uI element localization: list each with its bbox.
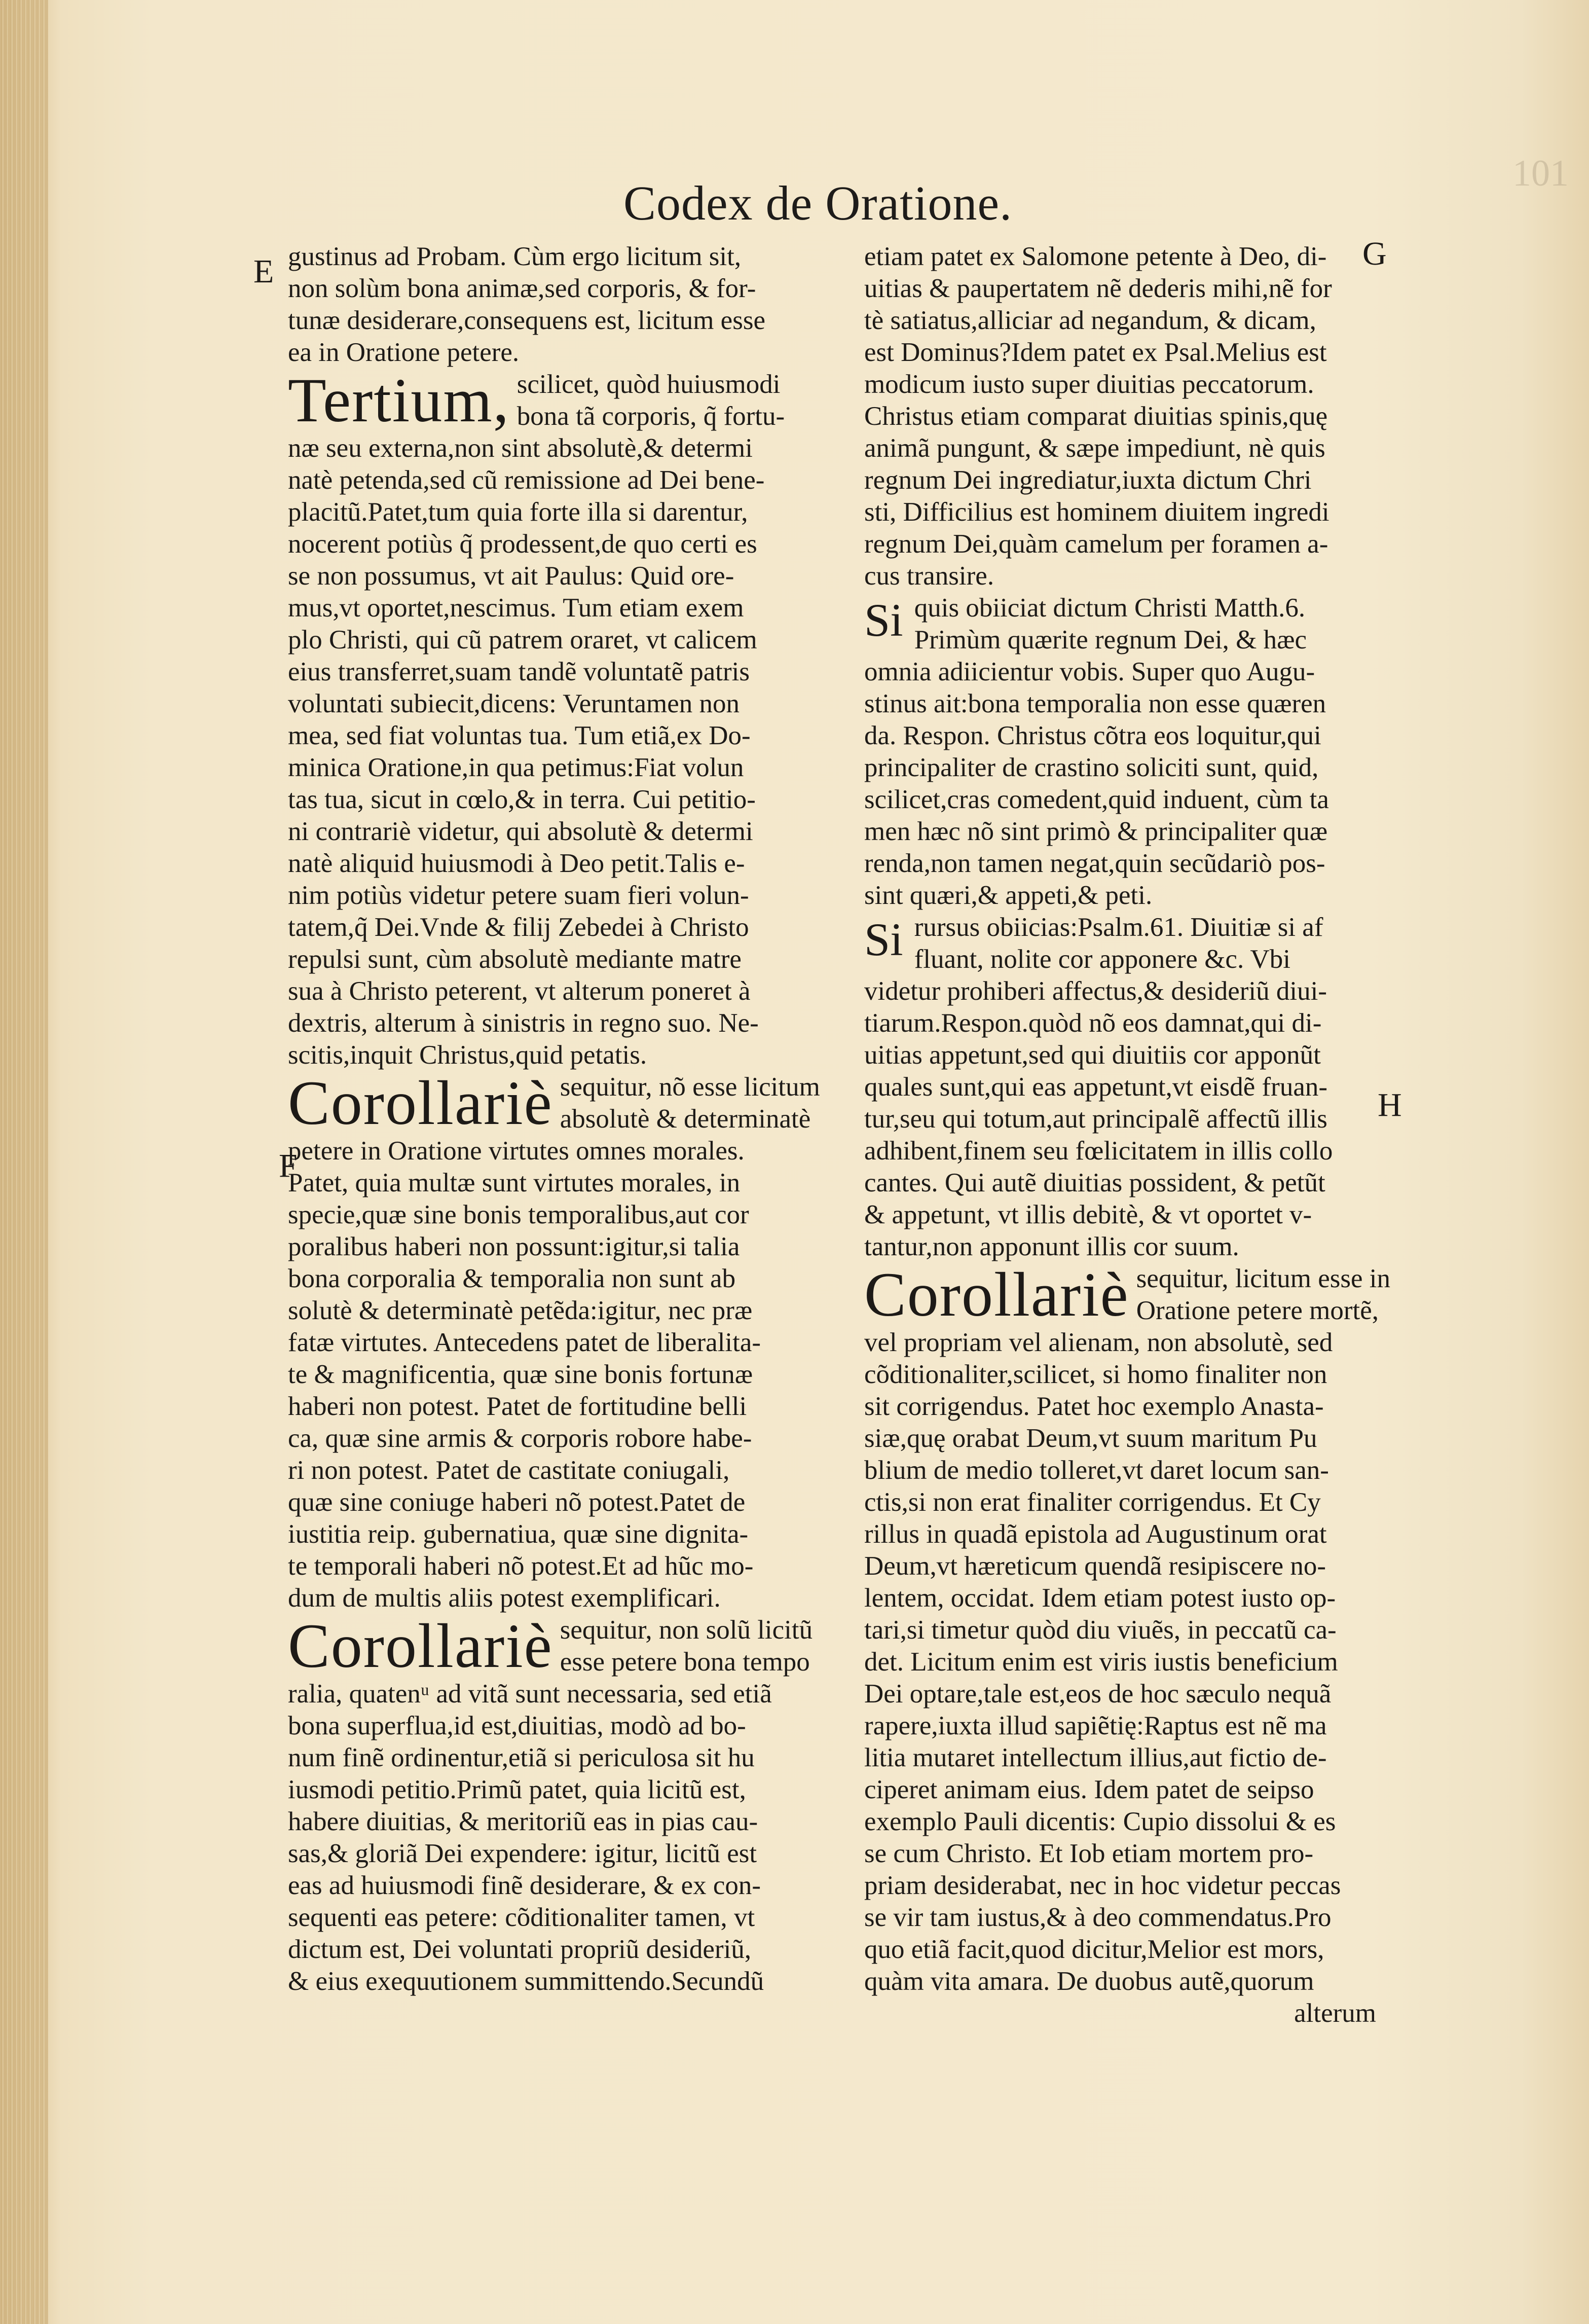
text-line: uitias & paupertatem nẽ dederis mihi,nẽ for <box>864 274 1332 303</box>
paragraph-2 <box>864 656 1376 912</box>
text-line: regnum Dei ingrediatur,iuxta dictum Chri <box>864 465 1312 495</box>
text-line: uitias appetunt,sed qui diuitiis cor apponũt <box>864 1040 1321 1070</box>
text-line: priam desiderabat, nec in hoc videtur peccas <box>864 1871 1341 1900</box>
text-line: placitũ.Patet,tum quia forte illa si darentur, <box>288 497 748 527</box>
text-line: tatem,q̃ Dei.Vnde & filij Zebedei à Christo <box>288 913 749 942</box>
paragraph-2 <box>288 432 831 1071</box>
text-line: lentem, occidat. Idem etiam potest iusto op- <box>864 1583 1336 1613</box>
text-line: næ seu externa,non sint absolutè,& determi <box>288 433 753 463</box>
text-line: habere diuitias, & meritoriũ eas in pias cau- <box>288 1807 758 1836</box>
text-line: bona superflua,id est,diuitias, modò ad bo- <box>288 1711 746 1740</box>
text-line: sua à Christo peterent, vt alterum poneret à <box>288 976 751 1006</box>
text-line: sint quæri,& appeti,& peti. <box>864 881 1153 910</box>
text-line: sequitur, licitum esse in <box>1136 1264 1391 1293</box>
text-line: tari,si timetur quòd diu viuẽs, in peccatũ ca- <box>864 1615 1337 1645</box>
text-line: fluant, nolite cor apponere &c. Vbi <box>914 945 1290 974</box>
text-line: da. Respon. Christus cõtra eos loquitur,qui <box>864 721 1321 750</box>
text-line: dictum est, Dei voluntati propriũ desideriũ, <box>288 1935 752 1964</box>
running-header: Codex de Oratione. <box>623 176 1013 230</box>
text-line: te temporali haberi nõ potest.Et ad hũc mo- <box>288 1551 754 1581</box>
text-line: mus,vt oportet,nescimus. Tum etiam exem <box>288 593 744 623</box>
text-line: natè aliquid huiusmodi à Deo petit.Talis e- <box>288 849 745 878</box>
margin-letter-g: G <box>1362 235 1387 272</box>
tertium-heading <box>288 366 831 435</box>
text-line: mea, sed fiat voluntas tua. Tum etiã,ex Do- <box>288 721 751 750</box>
text-line: tas tua, sicut in cœlo,& in terra. Cui petitio- <box>288 785 756 814</box>
display-word: Corollariè <box>288 1068 553 1138</box>
text-line: cõditionaliter,scilicet, si homo finaliter non <box>864 1360 1327 1389</box>
text-line: sequitur, non solũ licitũ <box>560 1615 813 1645</box>
text-line: esse petere bona tempo <box>560 1647 810 1677</box>
paragraph-1 <box>864 241 1376 592</box>
display-word: Corollariè <box>864 1260 1129 1329</box>
folio-number: 101 <box>1512 153 1569 194</box>
text-line: renda,non tamen negat,quin secũdariò pos- <box>864 849 1325 878</box>
text-line: nim potiùs videtur petere suam fieri volun- <box>288 881 749 910</box>
text-line: exemplo Pauli dicentis: Cupio dissolui & es <box>864 1807 1336 1836</box>
text-line: etiam patet ex Salomone petente à Deo, di- <box>864 242 1327 271</box>
text-line: Primùm quærite regnum Dei, & hæc <box>914 625 1307 655</box>
text-line: ri non potest. Patet de castitate coniugali, <box>288 1456 730 1485</box>
text-line: cantes. Qui autẽ diuitias possident, & petũt <box>864 1168 1325 1197</box>
text-line: vel propriam vel alienam, non absolutè, sed <box>864 1328 1333 1357</box>
text-line: plo Christi, qui cũ patrem oraret, vt calicem <box>288 625 757 655</box>
text-line: absolutè & determinatè <box>560 1104 811 1134</box>
display-word: Tertium, <box>288 366 510 435</box>
text-line: est Dominus?Idem patet ex Psal.Melius est <box>864 338 1327 367</box>
text-line: blium de medio tolleret,vt daret locum san- <box>864 1456 1329 1485</box>
text-line: Dei optare,tale est,eos de hoc sæculo nequã <box>864 1679 1332 1709</box>
text-line: rillus in quadã epistola ad Augustinum orat <box>864 1519 1327 1549</box>
paragraph-4 <box>288 1678 831 1998</box>
text-line: ctis,si non erat finaliter corrigendus. Et Cy <box>864 1487 1321 1517</box>
text-line: voluntati subiecit,dicens: Veruntamen non <box>288 689 740 718</box>
text-line: det. Licitum enim est viris iustis beneficium <box>864 1647 1338 1677</box>
text-line: gustinus ad Probam. Cùm ergo licitum sit, <box>288 242 742 271</box>
text-line: sit corrigendus. Patet hoc exemplo Anasta- <box>864 1392 1324 1421</box>
text-line: se non possumus, vt ait Paulus: Quid ore- <box>288 561 734 591</box>
text-line: Deum,vt hæreticum quendã resipiscere no- <box>864 1551 1326 1581</box>
text-line: siæ,quę orabat Deum,vt suum maritum Pu <box>864 1424 1317 1453</box>
left-column <box>288 241 831 1998</box>
corollarie-heading-2 <box>288 1611 831 1681</box>
text-line: tiarum.Respon.quòd nõ eos damnat,qui di- <box>864 1008 1322 1038</box>
text-line: fatæ virtutes. Antecedens patet de liberalita- <box>288 1328 761 1357</box>
text-line: poralibus haberi non possunt:igitur,si talia <box>288 1232 740 1261</box>
text-line: tunæ desiderare,consequens est, licitum esse <box>288 306 765 335</box>
display-word: Si <box>864 914 903 965</box>
text-line: tantur,non apponunt illis cor suum. <box>864 1232 1239 1261</box>
text-line: te & magnificentia, quæ sine bonis fortunæ <box>288 1360 753 1389</box>
text-line: specie,quæ sine bonis temporalibus,aut cor <box>288 1200 749 1229</box>
text-line: scilicet, quòd huiusmodi <box>516 370 781 399</box>
text-line: dextris, alterum à sinistris in regno suo. Ne- <box>288 1008 759 1038</box>
si-heading-1 <box>864 592 1376 656</box>
text-line: eius transferret,suam tandẽ voluntatẽ patris <box>288 657 750 686</box>
text-line: tè satiatus,alliciar ad negandum, & dicam, <box>864 306 1316 335</box>
text-line: quales sunt,qui eas appetunt,vt eisdẽ fruan- <box>864 1072 1327 1102</box>
text-line: sequenti eas petere: cõditionaliter tamen, vt <box>288 1903 755 1932</box>
text-line: sti, Difficilius est hominem diuitem ingredi <box>864 497 1329 527</box>
corollarie-heading-1 <box>288 1068 831 1138</box>
text-line: animã pungunt, & sæpe impediunt, nè quis <box>864 433 1325 463</box>
display-word: Corollariè <box>288 1611 553 1681</box>
text-line: tur,seu qui totum,aut principalẽ affectũ illis <box>864 1104 1327 1134</box>
margin-letter-h: H <box>1378 1086 1402 1123</box>
si-heading-2 <box>864 912 1376 975</box>
page-edge <box>0 0 48 2324</box>
corollarie-heading-3 <box>864 1260 1391 1329</box>
text-line: stinus ait:bona temporalia non esse quæren <box>864 689 1326 718</box>
text-line: haberi non potest. Patet de fortitudine belli <box>288 1392 747 1421</box>
text-line: rapere,iuxta illud sapiẽtię:Raptus est nẽ ma <box>864 1711 1327 1740</box>
text-line: se cum Christo. Et Iob etiam mortem pro- <box>864 1839 1314 1868</box>
text-line: & appetunt, vt illis debitè, & vt oportet v- <box>864 1200 1312 1229</box>
text-line: scilicet,cras comedent,quid induent, cùm ta <box>864 785 1329 814</box>
text-line: non solùm bona animæ,sed corporis, & for- <box>288 274 756 303</box>
text-line: ralia, quatenᵘ ad vitã sunt necessaria, sed etiã <box>288 1679 772 1709</box>
text-line: adhibent,finem seu fœlicitatem in illis collo <box>864 1136 1333 1166</box>
text-line: se vir tam iustus,& à deo commendatus.Pro <box>864 1903 1332 1932</box>
right-column <box>864 241 1391 2029</box>
text-line: quo etiã facit,quod dicitur,Melior est mors, <box>864 1935 1324 1964</box>
text-line: bona corporalia & temporalia non sunt ab <box>288 1264 736 1293</box>
text-line: iustitia reip. gubernatiua, quæ sine dignita- <box>288 1519 749 1549</box>
text-line: cus transire. <box>864 561 994 591</box>
paragraph-4 <box>864 1327 1376 1998</box>
text-line: quàm vita amara. De duobus autẽ,quorum <box>864 1967 1314 1996</box>
catchword: alterum <box>1294 1999 1376 2028</box>
paragraph-3 <box>288 1135 831 1614</box>
text-line: Christus etiam comparat diuitias spinis,quę <box>864 402 1328 431</box>
text-line: eas ad huiusmodi finẽ desiderare, & ex con- <box>288 1871 761 1900</box>
paragraph-1 <box>288 241 831 369</box>
text-line: & eius exequutionem summittendo.Secundũ <box>288 1967 764 1996</box>
paragraph-3 <box>864 975 1376 1263</box>
text-line: litia mutaret intellectum illius,aut fictio de- <box>864 1743 1327 1772</box>
text-line: minica Oratione,in qua petimus:Fiat volun <box>288 753 744 782</box>
text-line: solutè & determinatè petẽda:igitur, nec præ <box>288 1296 753 1325</box>
text-line: men hæc nõ sint primò & principaliter quæ <box>864 817 1328 846</box>
text-line: scitis,inquit Christus,quid petatis. <box>288 1040 647 1070</box>
text-line: ca, quæ sine armis & corporis robore habe- <box>288 1424 752 1453</box>
text-line: repulsi sunt, cùm absolutè mediante matre <box>288 945 742 974</box>
text-line: petere in Oratione virtutes omnes morales. <box>288 1136 745 1166</box>
text-line: Oratione petere mortẽ, <box>1136 1296 1379 1325</box>
text-line: dum de multis aliis potest exemplificari. <box>288 1583 721 1613</box>
text-line: Patet, quia multæ sunt virtutes morales, in <box>288 1168 741 1197</box>
text-line: omnia adiicientur vobis. Super quo Augu- <box>864 657 1315 686</box>
margin-letter-f: F <box>279 1147 298 1184</box>
text-line: natè petenda,sed cũ remissione ad Dei bene- <box>288 465 765 495</box>
text-line: quæ sine coniuge haberi nõ potest.Patet de <box>288 1487 746 1517</box>
text-line: sequitur, nõ esse licitum <box>560 1072 820 1102</box>
text-line: rursus obiicias:Psalm.61. Diuitiæ si af <box>914 913 1323 942</box>
text-line: quis obiiciat dictum Christi Matth.6. <box>914 593 1306 623</box>
text-line: modicum iusto super diuitias peccatorum. <box>864 370 1314 399</box>
text-line: principaliter de crastino soliciti sunt, quid, <box>864 753 1319 782</box>
text-line: num finẽ ordinentur,etiã si periculosa sit hu <box>288 1743 755 1772</box>
display-word: Si <box>864 594 903 646</box>
text-line: bona tã corporis, q̃ fortu- <box>516 402 785 431</box>
text-line: sas,& gloriã Dei expendere: igitur, licitũ est <box>288 1839 757 1868</box>
text-line: ni contrariè videtur, qui absolutè & determi <box>288 817 753 846</box>
text-line: ciperet animam eius. Idem patet de seipso <box>864 1775 1314 1804</box>
text-line: ea in Oratione petere. <box>288 338 520 367</box>
text-line: regnum Dei,quàm camelum per foramen a- <box>864 529 1328 559</box>
text-line: iusmodi petitio.Primũ patet, quia licitũ est, <box>288 1775 746 1804</box>
margin-letter-e: E <box>253 253 274 290</box>
text-line: nocerent potiùs q̃ prodessent,de quo certi es <box>288 529 757 559</box>
text-line: videtur prohiberi affectus,& desideriũ diui- <box>864 976 1327 1006</box>
